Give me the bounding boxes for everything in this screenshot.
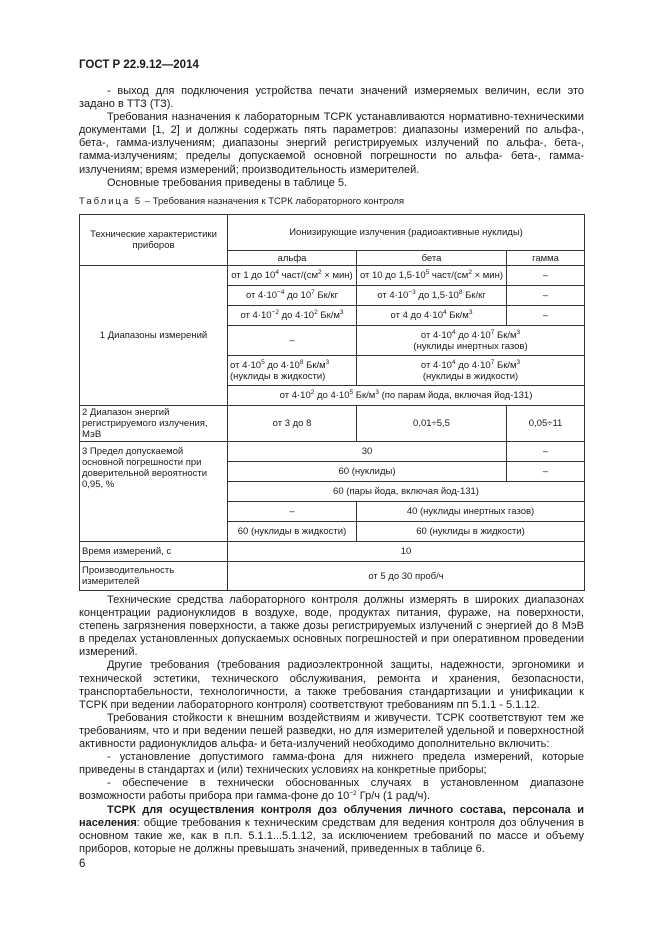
body-paragraph: - установление допустимого гамма-фона для нижнего предела измерений, которые приведены в стандартах и (или) технических условиях на конкретные приборы; bbox=[79, 751, 584, 777]
cell-error-all: 60 (пары йода, включая йод-131) bbox=[228, 482, 585, 502]
header-alpha: альфа bbox=[228, 251, 357, 266]
cell-error-alpha: 60 (нуклиды в жидкости) bbox=[228, 522, 357, 542]
cell-error-alpha-beta: 30 bbox=[228, 442, 507, 462]
cell-beta-energy: 0,01÷5,5 bbox=[357, 406, 507, 442]
cell-beta-gamma-range: от $4\cdot 10^4$ до $4\cdot 10^7$ $Бк/м^3$ (нуклиды инертных газов) bbox=[357, 326, 585, 356]
cell-beta-range: от 4 до $4\cdot 10^4$ $Бк/м^3$ bbox=[357, 306, 507, 326]
page-number: 6 bbox=[79, 858, 86, 870]
header-beta: бета bbox=[357, 251, 507, 266]
table-caption-separator: – bbox=[142, 196, 153, 207]
cell-error-beta-gamma: 60 (нуклиды в жидкости) bbox=[357, 522, 585, 542]
cell-gamma-range: – bbox=[507, 266, 585, 286]
body-paragraph: ТСРК для осуществления контроля доз облучения личного состава, персонала и населения: общие требования к техническим средствам для ведения контроля доз облучения в основном такие же, как в п.п. 5.1.1...5.1.12, за исключением требований по массе и объему приборов, которые не должны превышать значений, приведенных в таблице 6. bbox=[79, 803, 584, 855]
cell-error-alpha-beta: 60 (нуклиды) bbox=[228, 462, 507, 482]
cell-throughput: от 5 до 30 проб/ч bbox=[228, 562, 585, 591]
cell-alpha-range: – bbox=[228, 326, 357, 356]
row-label-measurement-ranges: 1 Диапазоны измерений bbox=[80, 266, 228, 406]
row-label-energy-range: 2 Диапазон энергий регистрируемого излучения, МэВ bbox=[80, 406, 228, 442]
cell-error-gamma: – bbox=[507, 442, 585, 462]
dose-control-heading: ТСРК для осуществления контроля доз облучения личного состава, персонала и населения bbox=[79, 803, 584, 829]
body-paragraph: Технические средства лабораторного контроля должны измерять в широких диапазонах концентрации радионуклидов в воздухе, воде, продуктах питания, фураже, на поверхности, степень загрязнения поверхности, а также дозы регистрируемых излучений с энергией до 8 МэВ в пределах установленных допускаемых основных погрешностей и при оперативном проведении измерений. bbox=[79, 594, 584, 659]
row-label-measurement-time: Время измерений, с bbox=[80, 542, 228, 562]
intro-paragraph: - выход для подключения устройства печати значений измеряемых величин, если это задано в ТТЗ (ТЗ). bbox=[79, 85, 584, 111]
header-radiation-group: Ионизирующие излучения (радиоактивные нуклиды) bbox=[228, 215, 585, 251]
cell-measurement-time: 10 bbox=[228, 542, 585, 562]
table-caption bbox=[79, 196, 404, 207]
header-characteristics: Технические характеристики приборов bbox=[80, 215, 228, 266]
cell-gamma-range: – bbox=[507, 286, 585, 306]
cell-alpha-range: от 1 до $10^4$ част/$(см^2 \times мин)$ bbox=[228, 266, 357, 286]
cell-all-range: от $4\cdot 10^2$ до $4\cdot 10^5$ $Бк/м^3$ (по парам йода, включая йод-131) bbox=[228, 386, 585, 406]
cell-alpha-range: от $4\cdot 10^{-2}$ до $4\cdot 10^2$ $Бк/м^3$ bbox=[228, 306, 357, 326]
cell-alpha-range: от $4\cdot 10^5$ до $4\cdot 10^8$ $Бк/м^3$ (нуклиды в жидкости) bbox=[228, 356, 357, 386]
intro-paragraph: Основные требования приведены в таблице 5. bbox=[107, 176, 348, 189]
cell-gamma-energy: 0,05÷11 bbox=[507, 406, 585, 442]
intro-paragraph: Требования назначения к лабораторным ТСРК устанавливаются нормативно-техническими документами [1, 2] и должны содержать пять параметров: диапазоны измерений по альфа-, бета-, гамма-излучениям; диапазоны энергий регистрируемых излучений по альфа-, бета-, гамма-излучениям; пределы допускаемой основной погрешности по альфа- бета-, гамма-излучениям; время измерений; производительность измерителей. bbox=[79, 111, 584, 176]
cell-alpha-range: от $4\cdot 10^{-4}$ до $10^7$ Бк/кг bbox=[228, 286, 357, 306]
header-gamma: гамма bbox=[507, 251, 585, 266]
table-caption-title: Требования назначения к ТСРК лабораторного контроля bbox=[152, 196, 405, 207]
row-label-throughput: Производительность измерителей bbox=[80, 562, 228, 591]
cell-error-gamma: – bbox=[507, 462, 585, 482]
cell-gamma-range: – bbox=[507, 306, 585, 326]
document-header: ГОСТ Р 22.9.12—2014 bbox=[79, 59, 199, 71]
cell-beta-range: от $4\cdot 10^{-3}$ до $1,5\cdot 10^8$ Бк/кг bbox=[357, 286, 507, 306]
cell-alpha-energy: от 3 до 8 bbox=[228, 406, 357, 442]
intro-text bbox=[79, 85, 584, 190]
cell-beta-gamma-range: от $4\cdot 10^4$ до $4\cdot 10^7$ $Бк/м^3$ (нуклиды в жидкости) bbox=[357, 356, 585, 386]
table-caption-number: Таблица 5 bbox=[79, 196, 143, 207]
requirements-table bbox=[79, 214, 585, 591]
body-paragraph: Требования стойкости к внешним воздействиям и живучести. ТСРК соответствуют тем же требованиям, что и при ведении пешей разведки, но для измерителей удельной и поверхностной активности радионуклидов альфа- и бета-излучений необходимо дополнительно включить: bbox=[79, 711, 584, 751]
body-paragraph: Другие требования (требования радиоэлектронной защиты, надежности, эргономики и технической эстетики, технического обслуживания, ремонта и хранения, безопасности, транспортабельности, технологичности, а также требования стандартизации и унификации к ТСРК при ведении лабораторного контроля) соответствуют требованиям пп 5.1.1 - 5.1.12. bbox=[79, 659, 584, 711]
cell-error-alpha: – bbox=[228, 502, 357, 522]
cell-beta-range: от 10 до $1,5\cdot 10^5$ част/$(см^2 \times мин)$ bbox=[357, 266, 507, 286]
row-label-error-limit: 3 Предел допускаемой основной погрешности при доверительной вероятности 0,95, % bbox=[80, 442, 228, 542]
body-paragraph: - обеспечение в технически обоснованных случаях в установленном диапазоне возможности работы прибора при гамма-фоне до $10^{-2}$ Гр/ч (1 рад/ч). bbox=[79, 777, 584, 803]
cell-error-beta-gamma: 40 (нуклиды инертных газов) bbox=[357, 502, 585, 522]
main-text bbox=[79, 594, 584, 856]
